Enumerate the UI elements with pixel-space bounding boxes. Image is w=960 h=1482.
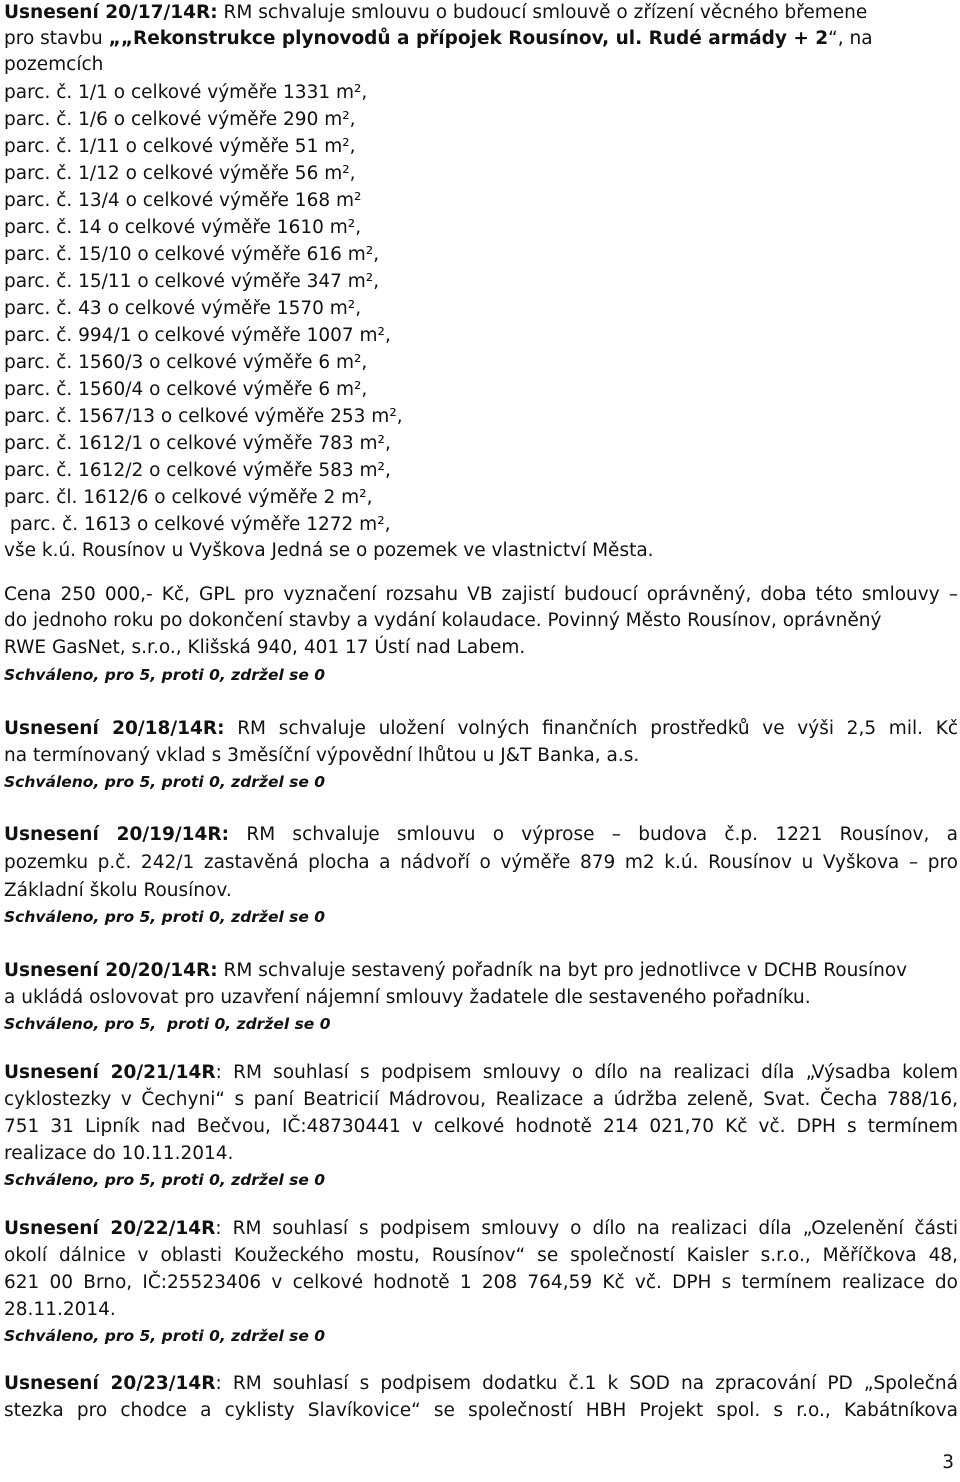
parcel-line: parc. č. 1/1 o celkové výměře 1331 m², [4,82,368,103]
resolution-19-text: RM schvaluje smlouvu o výprose – budova č.p. 1221 Rousínov, a [229,824,959,845]
resolution-22-line-1 [4,1216,958,1242]
resolution-17-tail-line: RWE GasNet, s.r.o., Klišská 940, 401 17 Ústí nad Labem. [4,637,526,658]
resolution-21-line-3: 751 31 Lipník nad Bečvou, IČ:48730441 v celkové hodnotě 214 021,70 Kč vč. DPH s termínem [4,1116,958,1137]
resolution-17-text: “, na [828,28,873,49]
parcel-line: parc. č. 1/12 o celkové výměře 56 m², [4,163,356,184]
approval-note: Schváleno, pro 5, proti 0, zdržel se 0 [4,908,326,926]
parcel-line: parc. čl. 1612/6 o celkové výměře 2 m², [4,487,373,508]
resolution-23-text: : RM souhlasí s podpisem dodatku č.1 k SOD na zpracování PD „Společná [215,1373,958,1394]
parcel-line: parc. č. 1/6 o celkové výměře 290 m², [4,109,356,130]
resolution-20-text: RM schvaluje sestavený pořadník na byt pro jednotlivce v DCHB Rousínov [217,960,908,981]
parcel-line: parc. č. 1613 o celkové výměře 1272 m², [4,514,391,535]
resolution-18-text: RM schvaluje uložení volných finančních prostředků ve výši 2,5 mil. Kč [224,718,958,739]
resolution-17-line-1 [4,0,867,26]
resolution-17-tail-line: Cena 250 000,- Kč, GPL pro vyznačení rozsahu VB zajistí budoucí oprávněný, doba této smlouvy – [4,584,958,605]
parcel-line: parc. č. 1612/1 o celkové výměře 783 m², [4,433,391,454]
resolution-22-text: : RM souhlasí s podpisem smlouvy o dílo na realizaci díla „Ozelenění části [215,1218,958,1239]
resolution-20-line-2: a ukládá oslovovat pro uzavření nájemní smlouvy žadatele dle sestaveného pořadníku. [4,987,811,1008]
resolution-20-heading: Usnesení 20/20/14R: [4,960,218,981]
parcel-line: parc. č. 13/4 o celkové výměře 168 m² [4,190,362,211]
approval-note: Schváleno, pro 5, proti 0, zdržel se 0 [4,1171,326,1189]
resolution-17-tail-line: vše k.ú. Rousínov u Vyškova Jedná se o pozemek ve vlastnictví Města. [4,540,654,561]
parcel-line: parc. č. 1612/2 o celkové výměře 583 m², [4,460,391,481]
resolution-17-heading: Usnesení 20/17/14R: [4,2,218,23]
resolution-22-line-3: 621 00 Brno, IČ:25523406 v celkové hodnotě 1 208 764,59 Kč vč. DPH s termínem realizace do [4,1272,958,1293]
parcel-line: parc. č. 14 o celkové výměře 1610 m², [4,217,362,238]
parcel-line: parc. č. 43 o celkové výměře 1570 m², [4,298,362,319]
resolution-19-line-1 [4,822,958,848]
resolution-17-tail-line: do jednoho roku po dokončení stavby a vydání kolaudace. Povinný Město Rousínov, oprávněný [4,610,882,631]
resolution-21-line-4: realizace do 10.11.2014. [4,1143,234,1164]
approval-note: Schváleno, pro 5, proti 0, zdržel se 0 [4,773,326,791]
resolution-19-line-2: pozemku p.č. 242/1 zastavěná plocha a nádvoří o výměře 879 m2 k.ú. Rousínov u Vyškova – pro [4,852,958,873]
parcel-line: parc. č. 15/11 o celkové výměře 347 m², [4,271,380,292]
approval-note: Schváleno, pro 5, proti 0, zdržel se 0 [4,1327,326,1345]
resolution-18-line-2: na termínovaný vklad s 3měsíční výpovědní lhůtou u J&T Banka, a.s. [4,745,640,766]
parcel-line: parc. č. 994/1 o celkové výměře 1007 m², [4,325,391,346]
approval-note: Schváleno, pro 5, proti 0, zdržel se 0 [4,666,326,684]
resolution-19-line-3: Základní školu Rousínov. [4,880,232,901]
page-number: 3 [942,1452,954,1473]
resolution-20-line-1 [4,958,907,984]
resolution-17-line-2 [4,26,873,52]
parcel-line: parc. č. 1567/13 o celkové výměře 253 m², [4,406,403,427]
resolution-18-heading: Usnesení 20/18/14R: [4,718,225,739]
construction-name: „„Rekonstrukce plynovodů a přípojek Rousínov, ul. Rudé armády + 2 [108,28,829,49]
resolution-23-line-2: stezka pro chodce a cyklisty Slavíkovice“ se společností HBH Projekt spol. s r.o., Kabátníkova [4,1400,958,1421]
resolution-18-line-1 [4,716,958,742]
parcel-line: parc. č. 15/10 o celkové výměře 616 m², [4,244,380,265]
resolution-22-line-2: okolí dálnice v oblasti Koužeckého mostu, Rousínov“ se společností Kaisler s.r.o., Měříčkova 48, [4,1245,958,1266]
resolution-21-line-2: cyklostezky v Čechyni“ s paní Beatricií Mádrovou, Realizace a údržba zeleně, Svat. Čecha 788/16, [4,1089,958,1110]
parcel-line: parc. č. 1/11 o celkové výměře 51 m², [4,136,356,157]
resolution-17-text: pro stavbu [4,28,109,49]
resolution-23-heading: Usnesení 20/23/14R [4,1373,216,1394]
resolution-22-heading: Usnesení 20/22/14R [4,1218,216,1239]
resolution-19-heading: Usnesení 20/19/14R: [4,824,230,845]
resolution-17-text: RM schvaluje smlouvu o budoucí smlouvě o zřízení věcného břemene [217,2,868,23]
resolution-23-line-1 [4,1371,958,1397]
resolution-21-heading: Usnesení 20/21/14R [4,1062,216,1083]
resolution-21-text: : RM souhlasí s podpisem smlouvy o dílo na realizaci díla „Výsadba kolem [215,1062,958,1083]
approval-note: Schváleno, pro 5, proti 0, zdržel se 0 [4,1015,331,1033]
parcel-line: parc. č. 1560/3 o celkové výměře 6 m², [4,352,368,373]
resolution-17-line-3: pozemcích [4,54,104,75]
resolution-21-line-1 [4,1060,958,1086]
parcel-line: parc. č. 1560/4 o celkové výměře 6 m², [4,379,368,400]
resolution-22-line-4: 28.11.2014. [4,1299,116,1320]
